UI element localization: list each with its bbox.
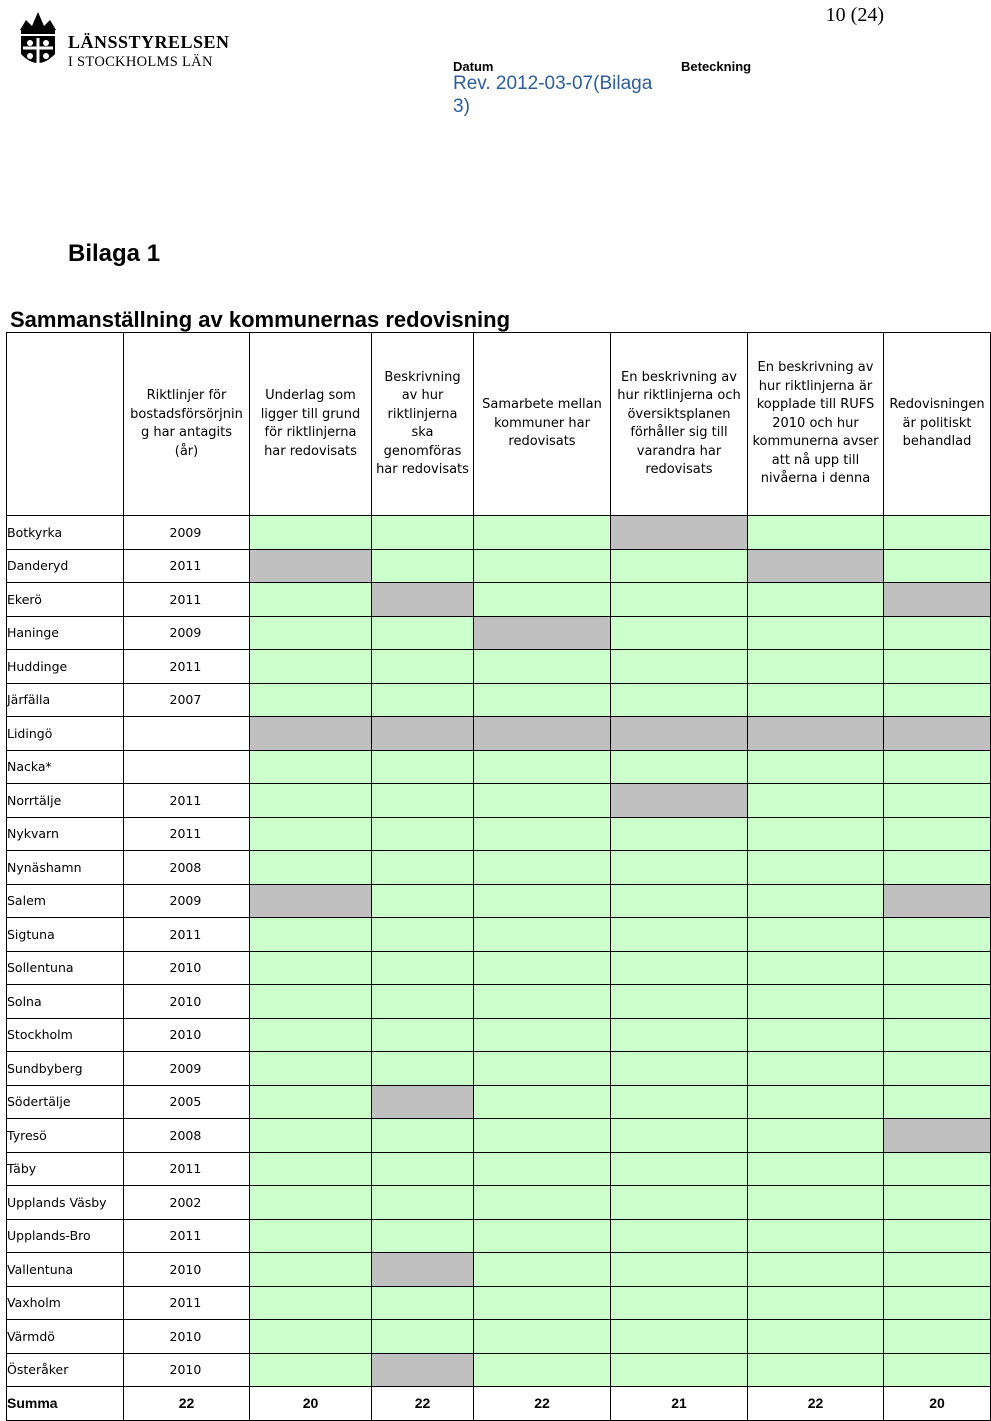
status-cell	[250, 1353, 372, 1387]
status-cell	[372, 1253, 474, 1287]
kommun-name: Nykvarn	[7, 817, 124, 851]
status-cell	[474, 750, 611, 784]
adopted-year: 2009	[124, 516, 250, 550]
status-cell	[372, 1085, 474, 1119]
kommun-name: Sigtuna	[7, 918, 124, 952]
status-cell	[250, 1018, 372, 1052]
table-row	[7, 1286, 991, 1320]
status-cell	[474, 851, 611, 885]
table-row	[7, 549, 991, 583]
kommun-name: Vallentuna	[7, 1253, 124, 1287]
kommun-name: Värmdö	[7, 1320, 124, 1354]
status-cell	[372, 1320, 474, 1354]
status-cell	[748, 1018, 884, 1052]
revision-date: Rev. 2012-03-07(Bilaga 3)	[453, 73, 653, 117]
status-cell	[474, 1119, 611, 1153]
table-row	[7, 717, 991, 751]
status-cell	[474, 1052, 611, 1086]
status-cell	[884, 1353, 991, 1387]
status-cell	[372, 717, 474, 751]
status-cell	[474, 1186, 611, 1220]
kommun-name: Tyresö	[7, 1119, 124, 1153]
status-cell	[884, 1085, 991, 1119]
crown-shield-icon	[20, 12, 56, 66]
status-cell	[884, 1052, 991, 1086]
summa-value: 20	[250, 1387, 372, 1421]
status-cell	[250, 1219, 372, 1253]
status-cell	[748, 985, 884, 1019]
status-cell	[611, 616, 748, 650]
kommun-name: Huddinge	[7, 650, 124, 684]
adopted-year: 2010	[124, 1018, 250, 1052]
kommun-name: Botkyrka	[7, 516, 124, 550]
status-cell	[884, 1219, 991, 1253]
status-cell	[748, 1152, 884, 1186]
status-cell	[611, 851, 748, 885]
status-cell	[748, 717, 884, 751]
header-blank	[7, 333, 124, 516]
adopted-year: 2007	[124, 683, 250, 717]
adopted-year: 2011	[124, 918, 250, 952]
kommun-name: Täby	[7, 1152, 124, 1186]
status-cell	[250, 985, 372, 1019]
adopted-year	[124, 750, 250, 784]
status-cell	[748, 851, 884, 885]
status-cell	[372, 650, 474, 684]
status-cell	[250, 1052, 372, 1086]
status-cell	[611, 549, 748, 583]
status-cell	[611, 1186, 748, 1220]
status-cell	[884, 1253, 991, 1287]
header-col-samarbete: Samarbete mellan kommuner har redovisats	[474, 333, 611, 516]
status-cell	[748, 516, 884, 550]
table-row	[7, 918, 991, 952]
status-cell	[372, 583, 474, 617]
status-cell	[884, 1018, 991, 1052]
status-cell	[611, 784, 748, 818]
adopted-year: 2005	[124, 1085, 250, 1119]
table-row	[7, 817, 991, 851]
table-row	[7, 516, 991, 550]
header-col-oversiktsplan: En beskrivning av hur riktlinjerna och översiktsplanen förhåller sig till varandra har redovisats	[611, 333, 748, 516]
table-header-row	[7, 333, 991, 516]
header-col-politiskt: Redovisningen är politiskt behandlad	[884, 333, 991, 516]
status-cell	[474, 1219, 611, 1253]
status-cell	[250, 717, 372, 751]
status-cell	[474, 549, 611, 583]
status-cell	[474, 1353, 611, 1387]
kommun-name: Södertälje	[7, 1085, 124, 1119]
status-cell	[250, 817, 372, 851]
status-cell	[250, 951, 372, 985]
table-row	[7, 1219, 991, 1253]
table-row	[7, 1152, 991, 1186]
status-cell	[474, 1286, 611, 1320]
status-cell	[474, 516, 611, 550]
status-cell	[250, 884, 372, 918]
status-cell	[372, 1018, 474, 1052]
status-cell	[748, 583, 884, 617]
adopted-year: 2010	[124, 1353, 250, 1387]
status-cell	[611, 1353, 748, 1387]
status-cell	[884, 851, 991, 885]
beteckning-label: Beteckning	[681, 59, 752, 74]
status-cell	[611, 1253, 748, 1287]
status-cell	[372, 549, 474, 583]
summa-value: 20	[884, 1387, 991, 1421]
status-cell	[372, 1152, 474, 1186]
kommun-name: Österåker	[7, 1353, 124, 1387]
status-cell	[611, 1286, 748, 1320]
status-cell	[748, 650, 884, 684]
status-cell	[884, 750, 991, 784]
status-cell	[372, 784, 474, 818]
adopted-year: 2011	[124, 650, 250, 684]
page-number: 10 (24)	[825, 4, 884, 26]
datum-label: Datum	[453, 59, 494, 74]
status-cell	[372, 1286, 474, 1320]
adopted-year: 2009	[124, 1052, 250, 1086]
status-cell	[474, 817, 611, 851]
adopted-year: 2010	[124, 1253, 250, 1287]
table-row	[7, 1018, 991, 1052]
lansstyrelsen-logo	[16, 2, 231, 74]
status-cell	[474, 616, 611, 650]
status-cell	[884, 884, 991, 918]
status-cell	[250, 1152, 372, 1186]
status-cell	[611, 1219, 748, 1253]
status-cell	[748, 1052, 884, 1086]
adopted-year: 2002	[124, 1186, 250, 1220]
kommun-name: Lidingö	[7, 717, 124, 751]
status-cell	[884, 583, 991, 617]
status-cell	[250, 1253, 372, 1287]
status-cell	[372, 750, 474, 784]
adopted-year: 2010	[124, 1320, 250, 1354]
table-row	[7, 784, 991, 818]
status-cell	[474, 1085, 611, 1119]
table-row	[7, 683, 991, 717]
kommun-name: Haninge	[7, 616, 124, 650]
summa-row	[7, 1387, 991, 1421]
status-cell	[474, 918, 611, 952]
status-cell	[250, 750, 372, 784]
kommun-name: Salem	[7, 884, 124, 918]
status-cell	[474, 650, 611, 684]
status-cell	[748, 1219, 884, 1253]
status-cell	[372, 1052, 474, 1086]
logo-text-line2: I STOCKHOLMS LÄN	[68, 54, 213, 70]
table-row	[7, 884, 991, 918]
status-cell	[611, 717, 748, 751]
adopted-year: 2011	[124, 784, 250, 818]
status-cell	[250, 583, 372, 617]
status-cell	[884, 549, 991, 583]
status-cell	[372, 985, 474, 1019]
table-row	[7, 1119, 991, 1153]
status-cell	[372, 918, 474, 952]
status-cell	[611, 1052, 748, 1086]
status-cell	[884, 951, 991, 985]
status-cell	[748, 750, 884, 784]
header-col-rufs: En beskrivning av hur riktlinjerna är kopplade till RUFS 2010 och hur kommunerna avser att nå upp till nivåerna i denna	[748, 333, 884, 516]
status-cell	[372, 851, 474, 885]
adopted-year: 2011	[124, 1152, 250, 1186]
table-row	[7, 1253, 991, 1287]
adopted-year: 2008	[124, 1119, 250, 1153]
status-cell	[611, 951, 748, 985]
section-title: Sammanställning av kommunernas redovisning	[10, 307, 511, 332]
status-cell	[474, 1152, 611, 1186]
status-cell	[611, 683, 748, 717]
status-cell	[372, 1119, 474, 1153]
table-row	[7, 1320, 991, 1354]
status-cell	[250, 683, 372, 717]
kommun-name: Norrtälje	[7, 784, 124, 818]
status-cell	[474, 784, 611, 818]
status-cell	[611, 650, 748, 684]
status-cell	[748, 683, 884, 717]
status-cell	[884, 683, 991, 717]
logo-text-line1: LÄNSSTYRELSEN	[68, 32, 230, 52]
status-cell	[884, 616, 991, 650]
status-cell	[748, 1286, 884, 1320]
kommun-name: Sundbyberg	[7, 1052, 124, 1086]
status-cell	[748, 1320, 884, 1354]
status-cell	[611, 918, 748, 952]
status-cell	[372, 817, 474, 851]
table-row	[7, 951, 991, 985]
status-cell	[611, 1119, 748, 1153]
kommun-name: Ekerö	[7, 583, 124, 617]
kommun-name: Upplands-Bro	[7, 1219, 124, 1253]
status-cell	[250, 616, 372, 650]
status-cell	[250, 784, 372, 818]
status-cell	[611, 884, 748, 918]
adopted-year: 2011	[124, 1219, 250, 1253]
summa-value: 21	[611, 1387, 748, 1421]
status-cell	[474, 951, 611, 985]
status-cell	[250, 1286, 372, 1320]
status-cell	[372, 1353, 474, 1387]
summa-value: 22	[474, 1387, 611, 1421]
status-cell	[748, 1186, 884, 1220]
status-cell	[372, 683, 474, 717]
kommun-name: Danderyd	[7, 549, 124, 583]
status-cell	[250, 516, 372, 550]
summa-value: 22	[372, 1387, 474, 1421]
status-cell	[474, 1253, 611, 1287]
status-cell	[372, 951, 474, 985]
status-cell	[474, 583, 611, 617]
status-cell	[372, 616, 474, 650]
status-cell	[884, 1286, 991, 1320]
status-cell	[611, 583, 748, 617]
status-cell	[611, 750, 748, 784]
status-cell	[250, 549, 372, 583]
status-cell	[884, 1186, 991, 1220]
bilaga-title: Bilaga 1	[68, 240, 161, 267]
adopted-year	[124, 717, 250, 751]
table-row	[7, 1353, 991, 1387]
table-row	[7, 583, 991, 617]
summary-table	[6, 332, 991, 1421]
kommun-name: Solna	[7, 985, 124, 1019]
status-cell	[748, 784, 884, 818]
status-cell	[250, 851, 372, 885]
status-cell	[372, 516, 474, 550]
kommun-name: Stockholm	[7, 1018, 124, 1052]
adopted-year: 2008	[124, 851, 250, 885]
adopted-year: 2010	[124, 951, 250, 985]
status-cell	[474, 683, 611, 717]
kommun-name: Nynäshamn	[7, 851, 124, 885]
adopted-year: 2011	[124, 583, 250, 617]
status-cell	[474, 717, 611, 751]
status-cell	[372, 1186, 474, 1220]
table-row	[7, 985, 991, 1019]
status-cell	[884, 817, 991, 851]
adopted-year: 2011	[124, 549, 250, 583]
summa-label: Summa	[7, 1387, 124, 1421]
adopted-year: 2011	[124, 1286, 250, 1320]
status-cell	[748, 1353, 884, 1387]
kommun-name: Sollentuna	[7, 951, 124, 985]
status-cell	[884, 1152, 991, 1186]
status-cell	[611, 985, 748, 1019]
status-cell	[748, 951, 884, 985]
status-cell	[250, 1186, 372, 1220]
adopted-year: 2009	[124, 884, 250, 918]
status-cell	[884, 717, 991, 751]
status-cell	[884, 1320, 991, 1354]
status-cell	[474, 1320, 611, 1354]
status-cell	[748, 616, 884, 650]
status-cell	[474, 1018, 611, 1052]
table-row	[7, 616, 991, 650]
adopted-year: 2010	[124, 985, 250, 1019]
status-cell	[611, 817, 748, 851]
status-cell	[748, 817, 884, 851]
header-col-underlag: Underlag som ligger till grund för riktlinjerna har redovisats	[250, 333, 372, 516]
status-cell	[611, 516, 748, 550]
status-cell	[748, 884, 884, 918]
status-cell	[884, 1119, 991, 1153]
status-cell	[474, 985, 611, 1019]
status-cell	[250, 1119, 372, 1153]
status-cell	[748, 549, 884, 583]
status-cell	[250, 918, 372, 952]
table-row	[7, 1186, 991, 1220]
table-row	[7, 650, 991, 684]
status-cell	[372, 884, 474, 918]
summa-value: 22	[748, 1387, 884, 1421]
status-cell	[611, 1320, 748, 1354]
kommun-name: Järfälla	[7, 683, 124, 717]
status-cell	[474, 884, 611, 918]
status-cell	[250, 1085, 372, 1119]
status-cell	[748, 1085, 884, 1119]
status-cell	[884, 650, 991, 684]
kommun-name: Vaxholm	[7, 1286, 124, 1320]
table-row	[7, 1052, 991, 1086]
summa-value: 22	[124, 1387, 250, 1421]
status-cell	[250, 1320, 372, 1354]
status-cell	[748, 918, 884, 952]
adopted-year: 2011	[124, 817, 250, 851]
status-cell	[884, 516, 991, 550]
table-row	[7, 851, 991, 885]
status-cell	[611, 1085, 748, 1119]
status-cell	[611, 1152, 748, 1186]
kommun-name: Nacka*	[7, 750, 124, 784]
table-row	[7, 750, 991, 784]
status-cell	[372, 1219, 474, 1253]
status-cell	[611, 1018, 748, 1052]
header-col-riktlinjer: Riktlinjer för bostadsförsörjnin g har antagits (år)	[124, 333, 250, 516]
header-col-genomforas: Beskrivning av hur riktlinjerna ska genomföras har redovisats	[372, 333, 474, 516]
status-cell	[884, 918, 991, 952]
kommun-name: Upplands Väsby	[7, 1186, 124, 1220]
status-cell	[884, 985, 991, 1019]
status-cell	[748, 1253, 884, 1287]
status-cell	[250, 650, 372, 684]
status-cell	[884, 784, 991, 818]
table-row	[7, 1085, 991, 1119]
status-cell	[748, 1119, 884, 1153]
adopted-year: 2009	[124, 616, 250, 650]
